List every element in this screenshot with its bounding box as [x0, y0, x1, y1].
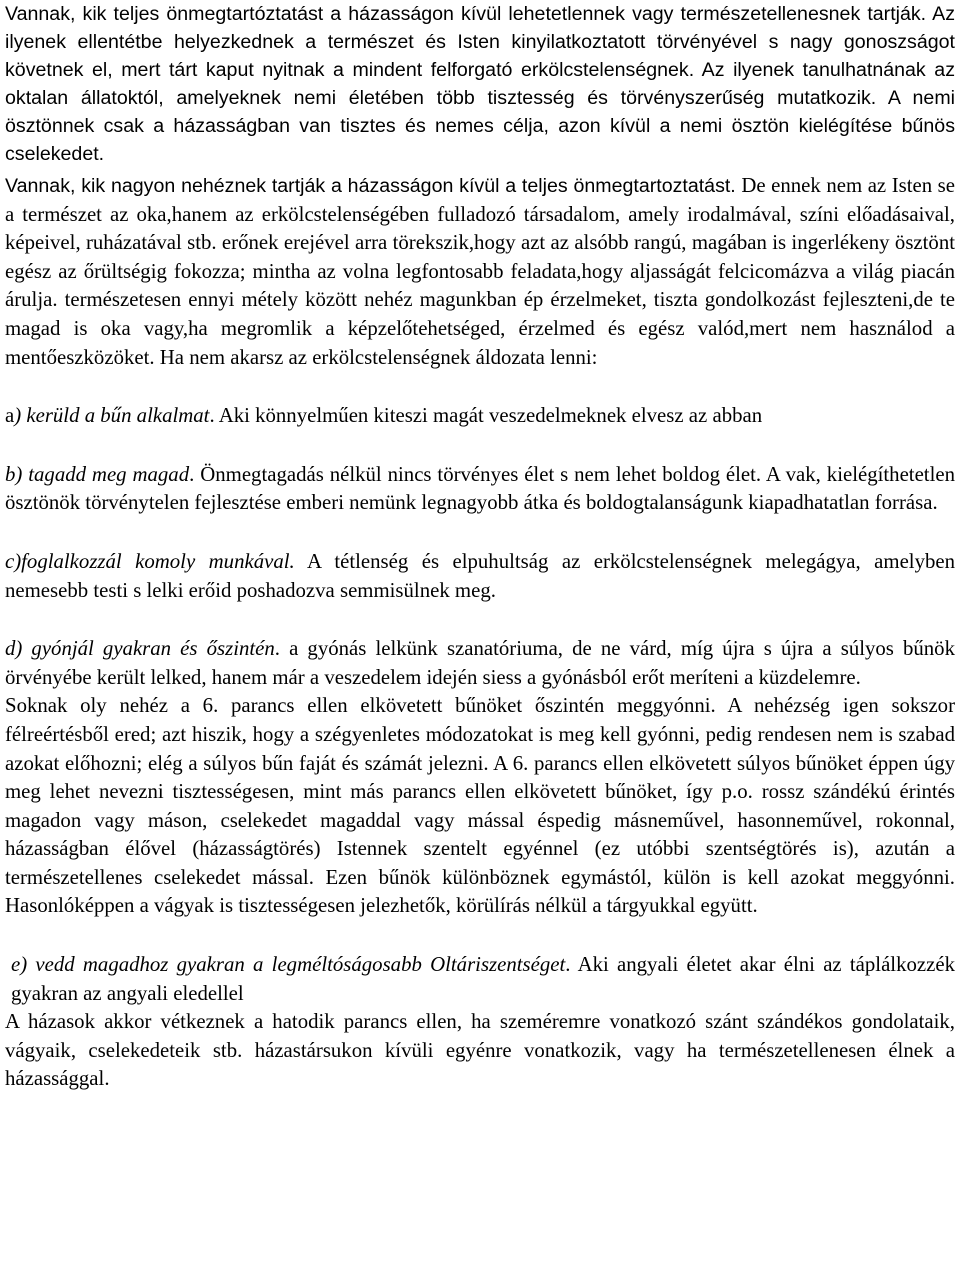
paragraph-2 — [5, 172, 955, 372]
paragraph-a — [5, 402, 955, 431]
paragraph-4: A házasok akkor vétkeznek a hatodik parancs ellen, ha szeméremre vonatkozó szánt szándékos gondolataik, vágyaik, cselekedeteik stb. házastársukon kívüli egyénre vonatkozik, vagy ha természetellenesen élnek a házassággal. — [5, 1010, 955, 1091]
paragraph-d — [5, 635, 955, 692]
paragraph-e-lead: e) vedd magadhoz gyakran a legméltóságosabb Oltáriszentséget — [11, 953, 566, 977]
paragraph-b-lead: b) tagadd meg magad — [5, 462, 190, 486]
paragraph-a-body: . Aki könnyelműen kiteszi magát veszedelmeknek elvesz az abban — [209, 404, 763, 428]
paragraph-2-sans-part: Vannak, kik nagyon nehéznek tartják a házasságon kívül a teljes önmegtartoztatást. — [5, 175, 736, 197]
paragraph-d-body: . a gyónás lelkünk szanatóriuma, de ne várd, míg újra s újra a súlyos bűnök örvényébe került lelked, hanem már a veszedelem idején siess a gyónásból erőt meríteni a küzdelemre. — [5, 637, 955, 689]
paragraph-c-body: A tétlenség és elpuhultság az erkölcstelenségnek melegágya, amelyben nemesebb testi s lelki erőid poshadozva semmisülnek meg. — [5, 549, 955, 602]
paragraph-1: Vannak, kik teljes önmegtartóztatást a házasságon kívül lehetetlennek vagy természetellenesnek tartják. Az ilyenek ellentétbe helyezkednek a természet és Isten kinyilatkoztatott törvényével s nagy gonoszságot követnek el, mert tárt kaput nyitnak a mindent felforgató erkölcstelenségnek. Az ilyenek tanulhatnának az oktalan állatoktól, amelyeknek nemi életében több tisztesség és törvényszerűség mutatkozik. A nemi ösztönnek csak a házasságban van tisztes és nemes célja, azon kívül a nemi ösztön kielégítése bűnös cselekedet. — [5, 3, 955, 165]
document-page — [5, 0, 955, 1094]
paragraph-3: Soknak oly nehéz a 6. parancs ellen elkövetett bűnöket őszintén meggyónni. A nehézség igen sokszor félreértésből ered; azt hiszik, hogy a szégyenletes módozatokat is meg kell gyónni, pedig rendesen nem is szabad azokat előhozni; elég a súlyos bűn faját és számát jelezni. A 6. parancs ellen elkövetett súlyos bűnöket éppen úgy meg lehet nevezni tisztességesen, mint más parancs ellen elkövetett bűnöket, így p.o. rossz szándékú érintés magadon vagy máson, cselekedet magaddal vagy mással éspedig másneművel, hasonneművel, rokonnal, házasságban élővel (házasságtörés) Istennek szentelt egyénnel (ez utóbbi szentségtörés is), azután a természetellenes cselekedet mással. Ezen bűnök különböznek egymástól, külön is kell azokat meggyónni. Hasonlóképpen a vágyak is tisztességesen jelezhetők, körülírás nélkül a tárgyukkal együtt. — [5, 694, 955, 918]
paragraph-a-lead: ) kerüld a bűn alkalmat — [14, 404, 210, 428]
paragraph-2-serif-part: De ennek nem az Isten se a természet az oka,hanem az erkölcstelenségében fulladozó társadalom, amely irodalmával, színi előadásaival, képeivel, ruházatával stb. erőnek erejével arra törekszik,hogy azt az alsóbb rangú, magában is ingerlékeny ösztönt egész az őrültségig fokozza; mintha az volna legfontosabb feladata,hogy aljasságát felcicomázva a világ piacán árulja. természetesen ennyi métely között nehéz magunkban ép érzelmeket, tiszta gondolkozást fejleszteni,de te magad is oka vagy,ha megromlik a képzelőtehetséged, érzelmed és egész valód,mert nem használod a mentőeszközöket. Ha nem akarsz az erkölcstelenségnek áldozata lenni: — [5, 174, 956, 369]
paragraph-a-lead-letter: a — [5, 404, 15, 428]
paragraph-e-body: . Aki angyali életet akar élni az táplálkozzék gyakran az angyali eledellel — [11, 953, 955, 1005]
paragraph-e — [5, 951, 955, 1008]
paragraph-c — [5, 548, 955, 605]
paragraph-d-lead: d) gyónjál gyakran és őszintén — [5, 637, 275, 661]
paragraph-b-body: . Önmegtagadás nélkül nincs törvényes élet s nem lehet boldog élet. A vak, kielégíthetetlen ösztönök törvénytelen fejlesztése emberi nemünk legnagyobb átka és boldogtalanságunk kiapadhatatlan forrása. — [5, 462, 955, 515]
paragraph-c-lead: c)foglalkozzál komoly munkával. — [5, 549, 295, 573]
paragraph-b — [5, 461, 955, 518]
